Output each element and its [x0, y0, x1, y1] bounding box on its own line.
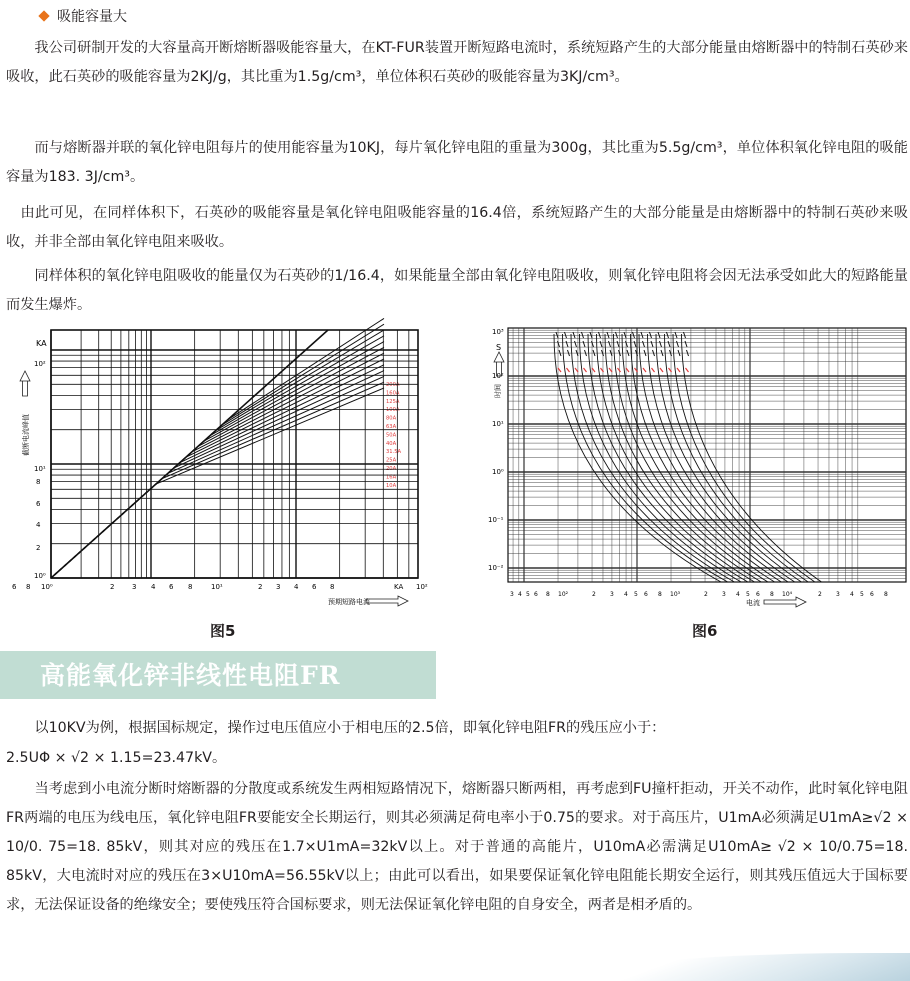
fig5-rating-label: 160A [386, 390, 400, 397]
fig5-right-arrow-icon [366, 596, 408, 606]
fig5-y-title: 截断电流峰值 [22, 414, 30, 456]
paragraph-4: 同样体积的氧化锌电阻吸收的能量仅为石英砂的1/16.4，如果能量全部由氧化锌电阻吸收，则氧化锌电阻将会因无法承受如此大的短路能量而发生爆炸。 [6, 268, 908, 313]
fig5-rating-label: 50A [386, 432, 397, 439]
paragraph-3: 由此可见，在同样体积下，石英砂的吸能容量是氧化锌电阻吸能容量的16.4倍，系统短路产生的大部分能量是由熔断器中的特制石英砂来吸收，并非全部由氧化锌电阻来吸收。 [6, 205, 908, 250]
fig6-x-tick: 5 [746, 591, 750, 598]
paragraph-2: 而与熔断器并联的氧化锌电阻每片的使用能容量为10KJ，每片氧化锌电阻的重量为300g，其比重为5.5g/cm³，单位体积氧化锌电阻的吸能容量为183. 3J/cm³。 [6, 140, 908, 185]
fig5-x-tick: 6 [169, 583, 174, 591]
fig6-x-tick: 8 [884, 591, 888, 598]
fig6-x-tick: 5 [860, 591, 864, 598]
fig5-y-tick-0: 10² [34, 360, 46, 368]
fig6-x-tick: 10² [558, 591, 569, 598]
paragraph-5: 以10KV为例，根据国标规定，操作过电压值应小于相电压的2.5倍，即氧化锌电阻FR的残压应小于： [6, 720, 666, 736]
fig6-x-tick: 3 [836, 591, 840, 598]
fig5-y-unit: KA [36, 339, 47, 348]
fig5-rating-label: 31.5A [386, 449, 402, 456]
fig6-x-tick: 4 [518, 591, 522, 598]
fig6-x-tick: 2 [818, 591, 822, 598]
fig5-up-arrow-icon [20, 371, 30, 396]
fig6-x-tick: 4 [850, 591, 854, 598]
fig6-x-tick: 3 [510, 591, 514, 598]
paragraph-6: 2.5UΦ × √2 × 1.15=23.47kV。 [6, 750, 227, 766]
figure-5-chart [6, 326, 426, 616]
fig6-x-ticks [510, 591, 888, 598]
figure-5 [6, 326, 426, 616]
fig6-x-tick: 6 [644, 591, 648, 598]
figure-5-caption: 图5 [210, 622, 236, 640]
banner-title: 高能氧化锌非线性电阻FR [40, 661, 341, 690]
fig6-y-tick-1: 10² [492, 372, 504, 380]
fig6-x-tick: 8 [546, 591, 550, 598]
fig5-rating-label: 200A [386, 382, 400, 388]
fig6-x-title: 电流 [746, 599, 760, 607]
section-heading-text: 吸能容量大 [57, 9, 127, 25]
fig5-x-tick: 4 [294, 583, 299, 591]
fig5-y-tick-3: 6 [36, 500, 41, 508]
fig5-rating-labels [386, 382, 402, 489]
fig6-x-tick: 4 [736, 591, 740, 598]
figure-6-chart [484, 326, 910, 616]
fig5-x-tick: 10¹ [211, 583, 223, 591]
fig6-x-tick: 4 [624, 591, 628, 598]
paragraph-1: 我公司研制开发的大容量高开断熔断器吸能容量大，在KT-FUR装置开断短路电流时，系统短路产生的大部分能量由熔断器中的特制石英砂来吸收，此石英砂的吸能容量为2KJ/g，其比重为1.5g/cm³，单位体积石英砂的吸能容量为3KJ/cm³。 [6, 40, 908, 85]
fig6-x-tick: 8 [658, 591, 662, 598]
figure-6-caption: 图6 [692, 622, 718, 640]
fig6-y-tick-2: 10¹ [492, 420, 504, 428]
figure-6 [484, 326, 910, 616]
fig5-rating-label: 25A [386, 457, 397, 464]
paragraph-7: 当考虑到小电流分断时熔断器的分散度或系统发生两相短路情况下，熔断器只断两相，再考虑到FU撞杆拒动，开关不动作，此时氧化锌电阻FR两端的电压为线电压，氧化锌电阻FR要能安全长期运行，则其必须满足荷电率小于0.75的要求。对于高压片，U1mA必须满足U1mA≥√2 × 10/0. 75=18. 85kV，则其对应的残压在1.7×U1mA=32kV以上。对于普通的高能片，U10mA必需满足U10mA≥ √2 × 10/0.75=18. 85kV，大电流时对应的残压在3×U10mA=56.55kV以上；由此可以看出，如果要保证氧化锌电阻能长期安全运行，则其残压值远大于国标要求，无法保证设备的绝缘安全；要使残压符合国标要求，则无法保证氧化锌电阻的自身安全，两者是相矛盾的。 [6, 781, 908, 913]
fig6-y-tick-0: 10³ [492, 328, 504, 336]
fig5-rating-label: 100A [386, 407, 400, 414]
fig6-x-tick: 2 [592, 591, 596, 598]
fig6-x-tick: 6 [756, 591, 760, 598]
fig5-x-tick: 10² [416, 583, 428, 591]
fig6-x-tick: 2 [704, 591, 708, 598]
fig5-y-tick-2: 8 [36, 478, 41, 486]
fig6-y-tick-4: 10⁻¹ [488, 516, 504, 524]
section-heading [40, 6, 127, 26]
fig5-x-tick: 4 [151, 583, 156, 591]
fig6-x-tick: 5 [634, 591, 638, 598]
fig6-y-tick-5: 10⁻² [488, 564, 504, 572]
fig6-x-tick: 10³ [670, 591, 681, 598]
fig5-curves [51, 318, 384, 578]
fig5-rating-label: 16A [386, 474, 397, 481]
fig5-y-tick-1: 10¹ [34, 465, 46, 473]
fig6-x-tick: 3 [722, 591, 726, 598]
fig5-y-tick-4: 4 [36, 521, 41, 529]
fig5-x-tick: KA [394, 583, 404, 591]
fig5-x-title: 预期短路电流 [328, 598, 370, 606]
fig5-x-tick: 8 [330, 583, 335, 591]
fig5-x-tick: 8 [26, 583, 31, 591]
fig5-frame [51, 330, 418, 578]
fig6-x-tick: 3 [610, 591, 614, 598]
fig5-x-tick: 3 [132, 583, 137, 591]
fig5-rating-label: 20A [386, 466, 397, 472]
fig5-x-tick: 3 [276, 583, 281, 591]
fig5-rating-label: 125A [386, 398, 400, 405]
fig5-x-tick: 8 [188, 583, 193, 591]
fig6-x-tick: 6 [870, 591, 874, 598]
fig6-right-arrow-icon [764, 597, 806, 607]
fig6-x-tick: 6 [534, 591, 538, 598]
fig5-x-tick: 2 [110, 583, 115, 591]
diamond-bullet-icon [38, 10, 49, 21]
fig6-y-tick-3: 10⁰ [492, 468, 504, 476]
fig5-x-ticks [12, 583, 428, 591]
fig6-x-tick: 5 [526, 591, 530, 598]
fig6-y-title: 时间 [494, 384, 502, 398]
fig5-x-tick: 2 [258, 583, 263, 591]
fig5-y-tick-5: 2 [36, 544, 41, 552]
fig5-x-tick: 6 [312, 583, 317, 591]
fig5-x-tick: 10⁰ [41, 583, 53, 591]
fig6-x-tick: 10⁴ [782, 591, 793, 598]
fig6-x-tick: 8 [770, 591, 774, 598]
decorative-wave [570, 953, 910, 981]
fig5-rating-label: 10A [386, 482, 397, 489]
fig5-rating-label: 80A [386, 415, 397, 422]
fig5-grid [51, 330, 418, 578]
fig5-x-tick: 6 [12, 583, 17, 591]
fig5-rating-label: 63A [386, 424, 397, 430]
section-banner [0, 651, 436, 699]
fig5-rating-label: 40A [386, 440, 397, 447]
fig5-y-tick-6: 10⁰ [34, 572, 46, 580]
fig6-y-unit: S [496, 343, 502, 352]
